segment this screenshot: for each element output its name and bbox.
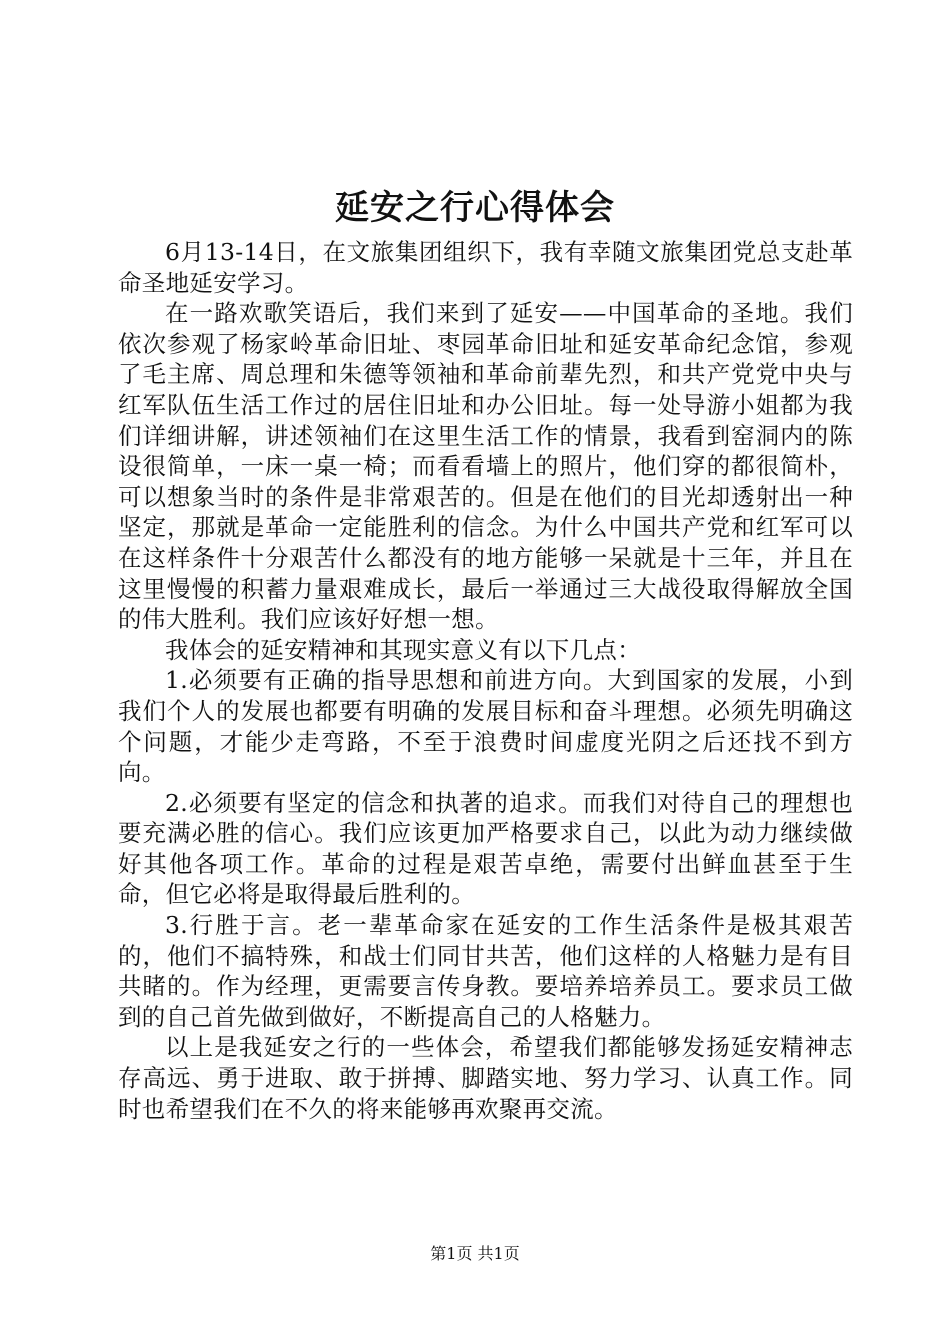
paragraph-conclusion: 以上是我延安之行的一些体会，希望我们都能够发扬延安精神志存高远、勇于进取、敢于拼搏、脚踏实地、努力学习、认真工作。同时也希望我们在不久的将来能够再欢聚再交流。 <box>118 1033 853 1123</box>
paragraph-points-intro: 我体会的延安精神和其现实意义有以下几点： <box>165 635 641 664</box>
paragraph-intro: 6月13-14日，在文旅集团组织下，我有幸随文旅集团党总支赴革命圣地延安学习。 <box>118 238 853 297</box>
document-title: 延安之行心得体会 <box>335 188 615 228</box>
paragraph-point-3: 3.行胜于言。老一辈革命家在延安的工作生活条件是极其艰苦的，他们不搞特殊，和战士们同甘共苦，他们这样的人格魅力是有目共睹的。作为经理，更需要言传身教。要培养培养员工。要求员工做到的自己首先做到做好，不断提高自己的人格魅力。 <box>118 911 853 1031</box>
document-body <box>118 237 853 1124</box>
paragraph-point-2: 2.必须要有坚定的信念和执著的追求。而我们对待自己的理想也要充满必胜的信心。我们应该更加严格要求自己，以此为动力继续做好其他各项工作。革命的过程是艰苦卓绝，需要付出鲜血甚至于生命，但它必将是取得最后胜利的。 <box>118 788 853 909</box>
page-number-footer: 第1页 共1页 <box>430 1244 520 1263</box>
paragraph-point-1: 1.必须要有正确的指导思想和前进方向。大到国家的发展，小到我们个人的发展也都要有明确的发展目标和奋斗理想。必须先明确这个问题，才能少走弯路，不至于浪费时间虚度光阴之后还找不到方向。 <box>118 666 853 787</box>
paragraph-visit: 在一路欢歌笑语后，我们来到了延安——中国革命的圣地。我们依次参观了杨家岭革命旧址、枣园革命旧址和延安革命纪念馆，参观了毛主席、周总理和朱德等领袖和革命前辈先烈，和共产党党中央与红军队伍生活工作过的居住旧址和办公旧址。每一处导游小姐都为我们详细讲解，讲述领袖们在这里生活工作的情景，我看到窑洞内的陈设很简单，一床一桌一椅；而看看墙上的照片，他们穿的都很简朴，可以想象当时的条件是非常艰苦的。但是在他们的目光却透射出一种坚定，那就是革命一定能胜利的信念。为什么中国共产党和红军可以在这样条件十分艰苦什么都没有的地方能够一呆就是十三年，并且在这里慢慢的积蓄力量艰难成长，最后一举通过三大战役取得解放全国的伟大胜利。我们应该好好想一想。 <box>118 299 853 634</box>
